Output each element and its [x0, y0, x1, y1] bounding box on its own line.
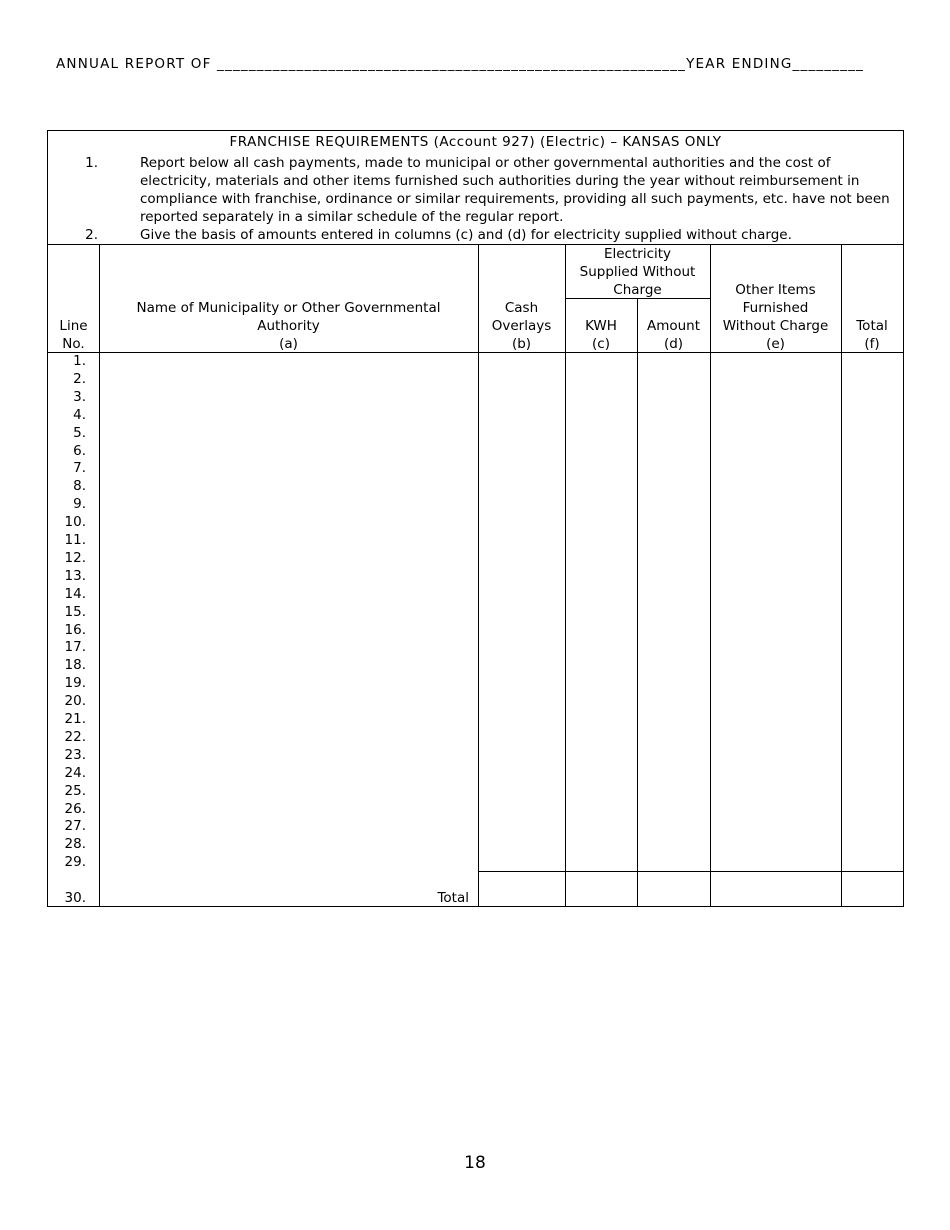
row-number: 27. — [64, 818, 86, 835]
year-ending-field: YEAR ENDING_________ — [686, 56, 865, 72]
schedule-title: FRANCHISE REQUIREMENTS (Account 927) (Electric) – KANSAS ONLY — [229, 134, 722, 150]
row-number: 23. — [64, 746, 86, 763]
header-top-rule — [48, 244, 903, 245]
instruction-1-line-4: reported separately in a similar schedule of the regular report. — [140, 209, 564, 225]
row-number: 2. — [73, 370, 86, 387]
row-number: 1. — [73, 353, 86, 369]
row-number: 6. — [73, 442, 86, 459]
amount-header: Amount (d) — [646, 318, 701, 352]
franchise-requirements-schedule — [47, 130, 904, 907]
row-number: 9. — [73, 496, 86, 513]
row-number: 18. — [64, 657, 86, 674]
total-row-rule — [478, 871, 903, 872]
row-number: 4. — [73, 406, 86, 423]
row-number: 16. — [64, 621, 86, 638]
row-number: 15. — [64, 603, 86, 620]
annual-report-of-field: ANNUAL REPORT OF ___________________________________________________________ — [56, 56, 687, 72]
row-number: 12. — [64, 549, 86, 566]
row-number: 25. — [64, 782, 86, 799]
total-header: Total (f) — [856, 318, 888, 352]
row-number: 20. — [64, 693, 86, 710]
cash-overlays-header: Cash Overlays (b) — [491, 300, 552, 352]
row-number: 22. — [64, 728, 86, 745]
name-header: Name of Municipality or Other Governmental Authority (a) — [136, 300, 441, 352]
row-number: 21. — [64, 711, 86, 727]
row-number: 29. — [64, 854, 86, 871]
total-row-label: Total — [437, 890, 469, 906]
instruction-2-line-1: Give the basis of amounts entered in columns (c) and (d) for electricity supplied without charge. — [140, 227, 792, 243]
kwh-header: KWH (c) — [585, 318, 617, 352]
row-number: 11. — [64, 532, 86, 548]
instruction-1-line-1: Report below all cash payments, made to municipal or other governmental authorities and the cost of — [140, 155, 831, 171]
row-number: 7. — [73, 460, 86, 477]
row-number: 26. — [64, 800, 86, 817]
row-number: 19. — [64, 675, 86, 692]
instruction-1-number: 1. — [85, 155, 98, 171]
other-items-header: Other Items Furnished Without Charge (e) — [722, 282, 829, 352]
row-number: 13. — [64, 567, 86, 584]
report-header — [56, 56, 896, 72]
instruction-1 — [140, 154, 890, 226]
row-number: 24. — [64, 764, 86, 781]
instruction-1-line-3: compliance with franchise, ordinance or similar requirements, providing all such payments, etc. have not been — [140, 191, 890, 207]
total-row-number: 30. — [64, 890, 86, 906]
kwh-divider — [637, 298, 638, 906]
electricity-supplied-header: Electricity Supplied Without Charge — [579, 246, 696, 298]
row-number: 28. — [64, 836, 86, 853]
row-number: 17. — [64, 639, 86, 656]
row-number: 10. — [64, 514, 86, 531]
row-number: 5. — [73, 424, 86, 441]
page-number: 18 — [464, 1153, 486, 1173]
line-no-header: Line No. — [59, 318, 88, 352]
instruction-1-line-2: electricity, materials and other items furnished such authorities during the year without reimbursement in — [140, 173, 860, 189]
row-number: 8. — [73, 478, 86, 495]
row-number: 3. — [73, 388, 86, 405]
row-number: 14. — [64, 585, 86, 602]
instruction-2 — [140, 226, 792, 244]
instruction-2-number: 2. — [85, 227, 98, 243]
